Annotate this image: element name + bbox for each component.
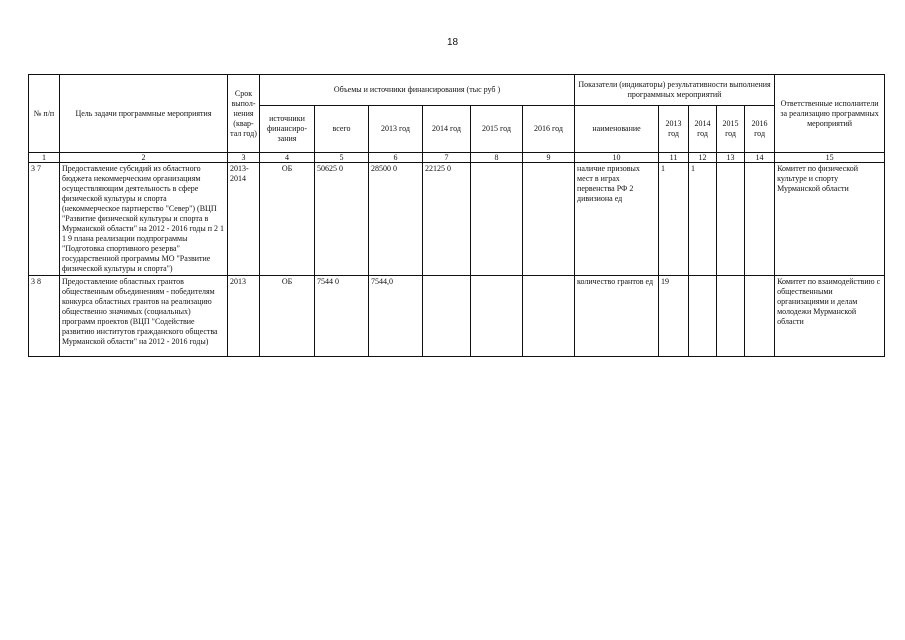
row-indicator: наличие призовых мест в играх первенства РФ 2 дивизиона ед (575, 163, 659, 276)
row-ind-2014: 1 (689, 163, 717, 276)
header-y2015: 2015 год (471, 106, 523, 153)
header-total: всего (315, 106, 369, 153)
header-ind-2015: 2015 год (717, 106, 745, 153)
header-responsible: Ответственные исполнители за реализацию программных мероприятий (775, 75, 885, 153)
row-total: 50625 0 (315, 163, 369, 276)
row-y2015 (471, 163, 523, 276)
row-number: 3 7 (29, 163, 60, 276)
col-number: 13 (717, 153, 745, 163)
row-ind-2014 (689, 276, 717, 357)
row-indicator: количество грантов ед (575, 276, 659, 357)
col-number: 4 (260, 153, 315, 163)
table-row (29, 163, 885, 276)
row-responsible: Комитет по физической культуре и спорту Мурманской области (775, 163, 885, 276)
header-indicator-name: наименование (575, 106, 659, 153)
row-y2014 (423, 276, 471, 357)
column-number-row (29, 153, 885, 163)
col-number: 3 (228, 153, 260, 163)
row-y2016 (523, 276, 575, 357)
header-ind-2014: 2014 год (689, 106, 717, 153)
header-y2013: 2013 год (369, 106, 423, 153)
row-source: ОБ (260, 276, 315, 357)
program-table (28, 74, 885, 357)
row-goal: Предоставление субсидий из областного бюджета некоммерческим организациям осуществляющим деятельность в сфере физической культуры и спорта (некоммерческое партнерство "Север") (ВЦП "Развитие физической культуры и спорта в Мурманской области" на 2012 - 2016 годы п 2 1 1 9 плана реализации подпрограммы "Подготовка спортивного резерва" государственной программы МО "Развитие физической культуры и спорта") (60, 163, 228, 276)
row-y2014: 22125 0 (423, 163, 471, 276)
row-goal: Предоставление областных грантов общественным объединениям - победителям конкурса областных грантов на реализацию общественно значимых (социальных) программ проектов (ВЦП "Содействие развитию институтов гражданского общества Мурманской области" на 2012 - 2016 годы) (60, 276, 228, 357)
row-ind-2015 (717, 163, 745, 276)
col-number: 8 (471, 153, 523, 163)
header-funding-group: Объемы и источники финансирования (тыс руб ) (260, 75, 575, 106)
col-number: 10 (575, 153, 659, 163)
col-number: 1 (29, 153, 60, 163)
col-number: 14 (745, 153, 775, 163)
row-y2016 (523, 163, 575, 276)
header-goal: Цель задачи программные мероприятия (60, 75, 228, 153)
header-term: Срок выпол-нения (квар-тал год) (228, 75, 260, 153)
table-row (29, 276, 885, 357)
row-ind-2016 (745, 276, 775, 357)
row-y2013: 7544,0 (369, 276, 423, 357)
row-number: 3 8 (29, 276, 60, 357)
col-number: 2 (60, 153, 228, 163)
row-ind-2013: 1 (659, 163, 689, 276)
header-ind-2013: 2013 год (659, 106, 689, 153)
row-total: 7544 0 (315, 276, 369, 357)
row-responsible: Комитет по взаимодействию с общественными организациями и делам молодежи Мурманской области (775, 276, 885, 357)
row-ind-2015 (717, 276, 745, 357)
row-ind-2013: 19 (659, 276, 689, 357)
col-number: 11 (659, 153, 689, 163)
col-number: 9 (523, 153, 575, 163)
col-number: 15 (775, 153, 885, 163)
row-source: ОБ (260, 163, 315, 276)
header-indicators-group: Показатели (индикаторы) результативности выполнения программных мероприятий (575, 75, 775, 106)
header-ind-2016: 2016 год (745, 106, 775, 153)
col-number: 5 (315, 153, 369, 163)
page-number: 18 (446, 37, 459, 48)
row-term: 2013-2014 (228, 163, 260, 276)
header-y2016: 2016 год (523, 106, 575, 153)
header-col-num: № п/п (29, 75, 60, 153)
header-y2014: 2014 год (423, 106, 471, 153)
row-y2015 (471, 276, 523, 357)
header-sources: источники финансиро-зания (260, 106, 315, 153)
row-term: 2013 (228, 276, 260, 357)
row-y2013: 28500 0 (369, 163, 423, 276)
col-number: 7 (423, 153, 471, 163)
col-number: 6 (369, 153, 423, 163)
col-number: 12 (689, 153, 717, 163)
row-ind-2016 (745, 163, 775, 276)
